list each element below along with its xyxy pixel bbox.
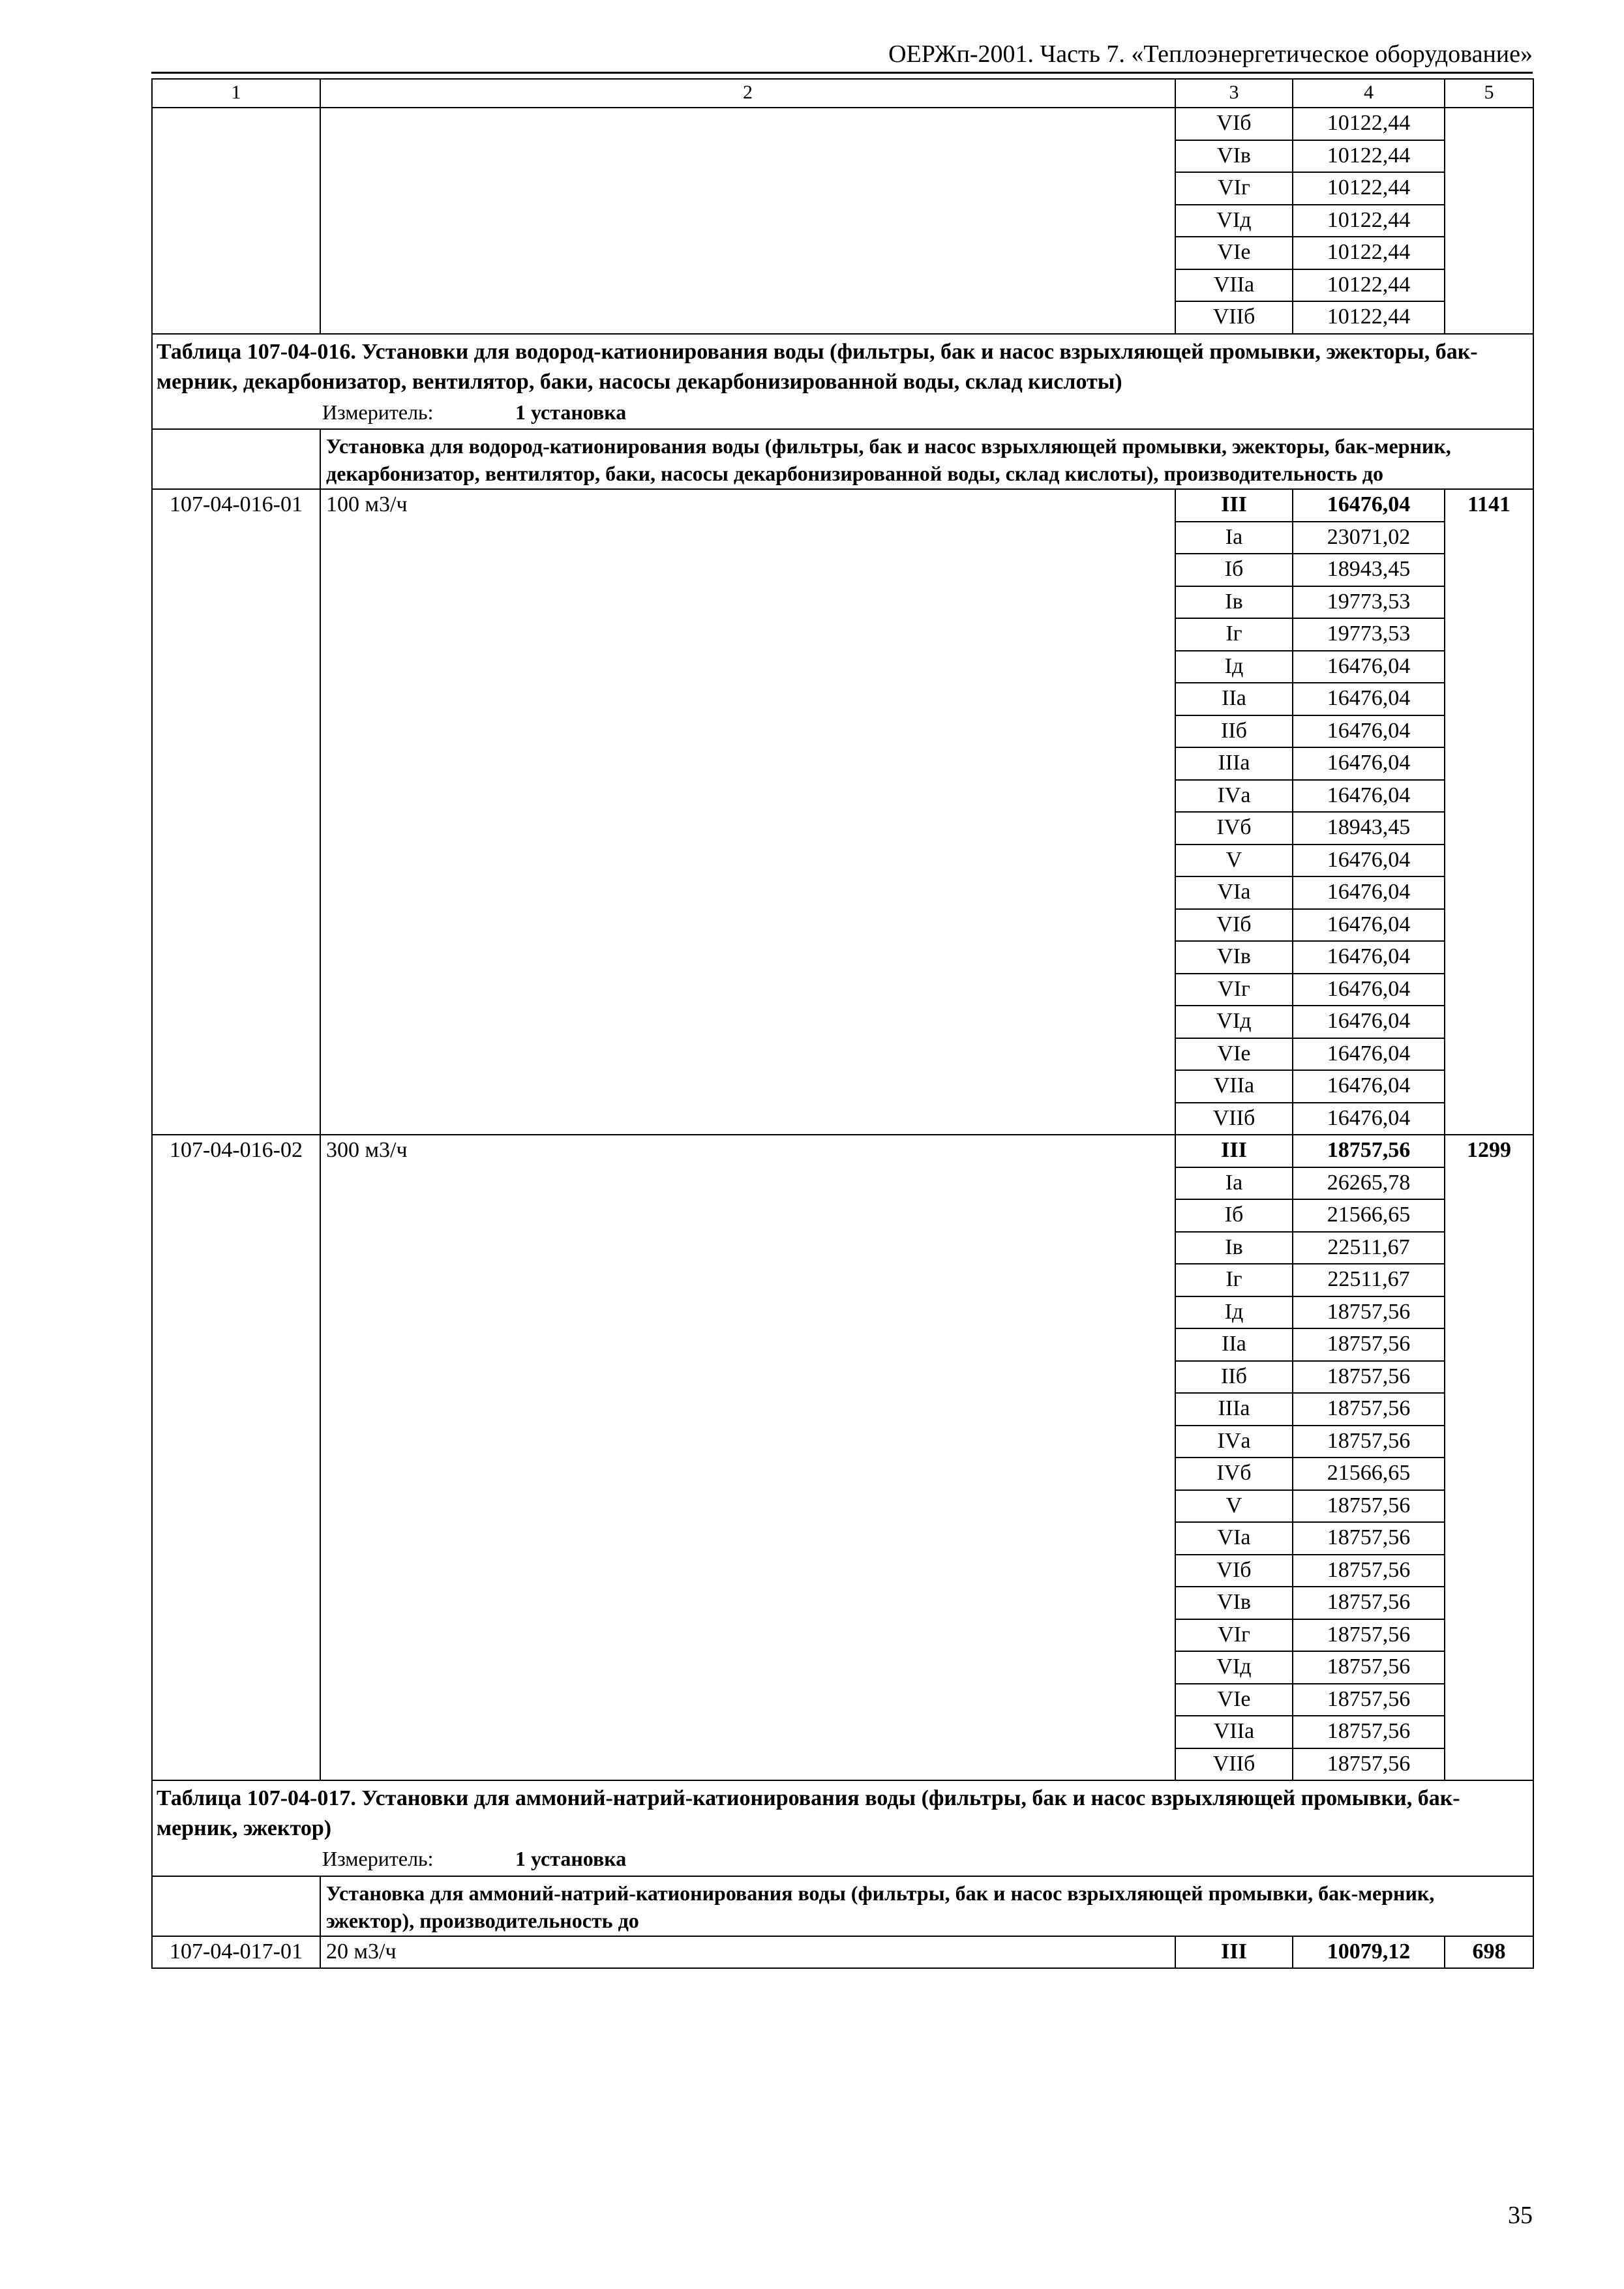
price-cell: 21566,65 (1293, 1199, 1445, 1232)
header-rule (151, 72, 1533, 74)
zone-cell: Iб (1175, 554, 1293, 586)
zone-cell: IIIа (1175, 1393, 1293, 1426)
price-cell: 18757,56 (1293, 1522, 1445, 1555)
price-cell: 18943,45 (1293, 554, 1445, 586)
zone-cell: VIг (1175, 172, 1293, 205)
column-number: 2 (320, 79, 1175, 108)
zone-cell: IIIа (1175, 747, 1293, 780)
zone-cell: Iа (1175, 1167, 1293, 1200)
price-cell: 16476,04 (1293, 876, 1445, 909)
price-cell: 18757,56 (1293, 1748, 1445, 1781)
price-cell: 10122,44 (1293, 269, 1445, 302)
zone-cell: VIб (1175, 909, 1293, 942)
zone-cell: IIа (1175, 1328, 1293, 1361)
subheading-code-cell (152, 429, 320, 489)
code-cell (152, 108, 320, 334)
subheading-row (152, 1876, 1533, 1936)
price-cell: 16476,04 (1293, 845, 1445, 877)
price-cell: 10122,44 (1293, 172, 1445, 205)
measure-value: 1 установка (515, 1847, 627, 1870)
zone-cell: III (1175, 1135, 1293, 1167)
zone-cell: VIе (1175, 1038, 1293, 1071)
price-cell: 26265,78 (1293, 1167, 1445, 1200)
subheading-code-cell (152, 1876, 320, 1936)
zone-cell: IVб (1175, 812, 1293, 845)
zone-cell: IIа (1175, 683, 1293, 715)
zone-cell: VIг (1175, 1619, 1293, 1652)
price-cell: 16476,04 (1293, 941, 1445, 974)
price-cell: 21566,65 (1293, 1458, 1445, 1490)
zone-cell: IVа (1175, 1426, 1293, 1458)
price-cell: 18757,56 (1293, 1619, 1445, 1652)
zone-cell: VIIб (1175, 301, 1293, 334)
price-cell: 18757,56 (1293, 1328, 1445, 1361)
price-cell: 18757,56 (1293, 1135, 1445, 1167)
zone-cell: VIIа (1175, 1070, 1293, 1103)
description-cell: 300 м3/ч (320, 1135, 1175, 1780)
labor-cell: 1141 (1445, 489, 1533, 1135)
column-numbers-row (152, 79, 1533, 108)
zone-cell: VIв (1175, 140, 1293, 173)
measure-row (152, 397, 1533, 430)
zone-cell: VIб (1175, 108, 1293, 140)
price-cell: 22511,67 (1293, 1232, 1445, 1264)
code-cell: 107-04-016-01 (152, 489, 320, 1135)
price-cell: 16476,04 (1293, 1070, 1445, 1103)
price-cell: 16476,04 (1293, 651, 1445, 683)
price-cell: 16476,04 (1293, 1038, 1445, 1071)
price-cell: 10079,12 (1293, 1936, 1445, 1969)
price-cell: 19773,53 (1293, 586, 1445, 619)
zone-cell: V (1175, 845, 1293, 877)
price-cell: 16476,04 (1293, 909, 1445, 942)
running-header: ОЕРЖп-2001. Часть 7. «Теплоэнергетическое оборудование» (888, 40, 1533, 68)
labor-cell (1445, 108, 1533, 334)
price-cell: 18943,45 (1293, 812, 1445, 845)
price-cell: 16476,04 (1293, 974, 1445, 1006)
zone-cell: Iв (1175, 586, 1293, 619)
description-cell: 20 м3/ч (320, 1936, 1175, 1969)
zone-cell: VIе (1175, 1684, 1293, 1716)
price-cell: 18757,56 (1293, 1716, 1445, 1748)
table-row (152, 1135, 1533, 1167)
subheading-row (152, 429, 1533, 489)
zone-cell: Iд (1175, 1296, 1293, 1329)
zone-cell: VIе (1175, 237, 1293, 269)
price-cell: 18757,56 (1293, 1555, 1445, 1587)
price-cell: 18757,56 (1293, 1361, 1445, 1394)
table-row (152, 489, 1533, 522)
zone-cell: Iа (1175, 522, 1293, 554)
price-cell: 19773,53 (1293, 618, 1445, 651)
price-cell: 10122,44 (1293, 140, 1445, 173)
table-title-row (152, 334, 1533, 397)
price-cell: 22511,67 (1293, 1264, 1445, 1296)
zone-cell: Iг (1175, 618, 1293, 651)
table-row (152, 1936, 1533, 1969)
price-cell: 18757,56 (1293, 1393, 1445, 1426)
zone-cell: VIг (1175, 974, 1293, 1006)
zone-cell: VIIб (1175, 1103, 1293, 1135)
zone-cell: IVб (1175, 1458, 1293, 1490)
zone-cell: VIа (1175, 876, 1293, 909)
measure-value: 1 установка (515, 400, 627, 424)
price-cell: 18757,56 (1293, 1587, 1445, 1619)
price-cell: 18757,56 (1293, 1296, 1445, 1329)
measure-row (152, 1844, 1533, 1876)
column-number: 5 (1445, 79, 1533, 108)
measure-label: Измеритель: (322, 400, 434, 424)
zone-cell: IIб (1175, 1361, 1293, 1394)
measure-cell (152, 1844, 1533, 1876)
zone-cell: VIв (1175, 1587, 1293, 1619)
labor-cell: 698 (1445, 1936, 1533, 1969)
column-number: 3 (1175, 79, 1293, 108)
code-cell: 107-04-017-01 (152, 1936, 320, 1969)
zone-cell: III (1175, 1936, 1293, 1969)
zone-cell: VIа (1175, 1522, 1293, 1555)
column-number: 4 (1293, 79, 1445, 108)
description-cell (320, 108, 1175, 334)
zone-cell: Iв (1175, 1232, 1293, 1264)
table-title-row (152, 1780, 1533, 1844)
zone-cell: Iг (1175, 1264, 1293, 1296)
price-cell: 18757,56 (1293, 1651, 1445, 1684)
measure-line (158, 1844, 1527, 1874)
subheading: Установка для водород-катионирования воды (фильтры, бак и насос взрыхляющей промывки, эжекторы, бак-мерник, декарбонизатор, вентилятор, баки, насосы декарбонизированной воды, склад кислоты), производительность до (320, 429, 1533, 489)
measure-cell (152, 397, 1533, 430)
price-cell: 23071,02 (1293, 522, 1445, 554)
zone-cell: III (1175, 489, 1293, 522)
price-cell: 18757,56 (1293, 1426, 1445, 1458)
column-number: 1 (152, 79, 320, 108)
zone-cell: VIIа (1175, 1716, 1293, 1748)
price-cell: 16476,04 (1293, 1103, 1445, 1135)
description-cell: 100 м3/ч (320, 489, 1175, 1135)
zone-cell: IVа (1175, 780, 1293, 813)
price-cell: 16476,04 (1293, 489, 1445, 522)
price-cell: 10122,44 (1293, 108, 1445, 140)
zone-cell: Iб (1175, 1199, 1293, 1232)
table-title: Таблица 107-04-016. Установки для водород-катионирования воды (фильтры, бак и насос взрыхляющей промывки, эжекторы, бак-мерник, декарбонизатор, вентилятор, баки, насосы декарбонизированной воды, склад кислоты) (152, 334, 1533, 397)
price-cell: 18757,56 (1293, 1490, 1445, 1523)
rates-table (151, 78, 1534, 1969)
table-title: Таблица 107-04-017. Установки для аммоний-натрий-катионирования воды (фильтры, бак и насос взрыхляющей промывки, бак-мерник, эжектор) (152, 1780, 1533, 1844)
code-cell: 107-04-016-02 (152, 1135, 320, 1780)
zone-cell: VIв (1175, 941, 1293, 974)
zone-cell: VIд (1175, 1006, 1293, 1038)
price-cell: 16476,04 (1293, 1006, 1445, 1038)
zone-cell: V (1175, 1490, 1293, 1523)
subheading: Установка для аммоний-натрий-катионирования воды (фильтры, бак и насос взрыхляющей промывки, бак-мерник, эжектор), производительность до (320, 1876, 1533, 1936)
price-cell: 16476,04 (1293, 747, 1445, 780)
price-cell: 10122,44 (1293, 301, 1445, 334)
measure-label: Измеритель: (322, 1847, 434, 1870)
measure-line (158, 397, 1527, 427)
zone-cell: VIIа (1175, 269, 1293, 302)
price-cell: 16476,04 (1293, 715, 1445, 748)
zone-cell: IIб (1175, 715, 1293, 748)
zone-cell: VIд (1175, 205, 1293, 237)
zone-cell: Iд (1175, 651, 1293, 683)
zone-cell: VIIб (1175, 1748, 1293, 1781)
price-cell: 10122,44 (1293, 205, 1445, 237)
page-number: 35 (1508, 2202, 1533, 2229)
price-cell: 16476,04 (1293, 683, 1445, 715)
price-cell: 10122,44 (1293, 237, 1445, 269)
zone-cell: VIб (1175, 1555, 1293, 1587)
price-cell: 18757,56 (1293, 1684, 1445, 1716)
zone-cell: VIд (1175, 1651, 1293, 1684)
price-cell: 16476,04 (1293, 780, 1445, 813)
labor-cell: 1299 (1445, 1135, 1533, 1780)
table-row (152, 108, 1533, 140)
